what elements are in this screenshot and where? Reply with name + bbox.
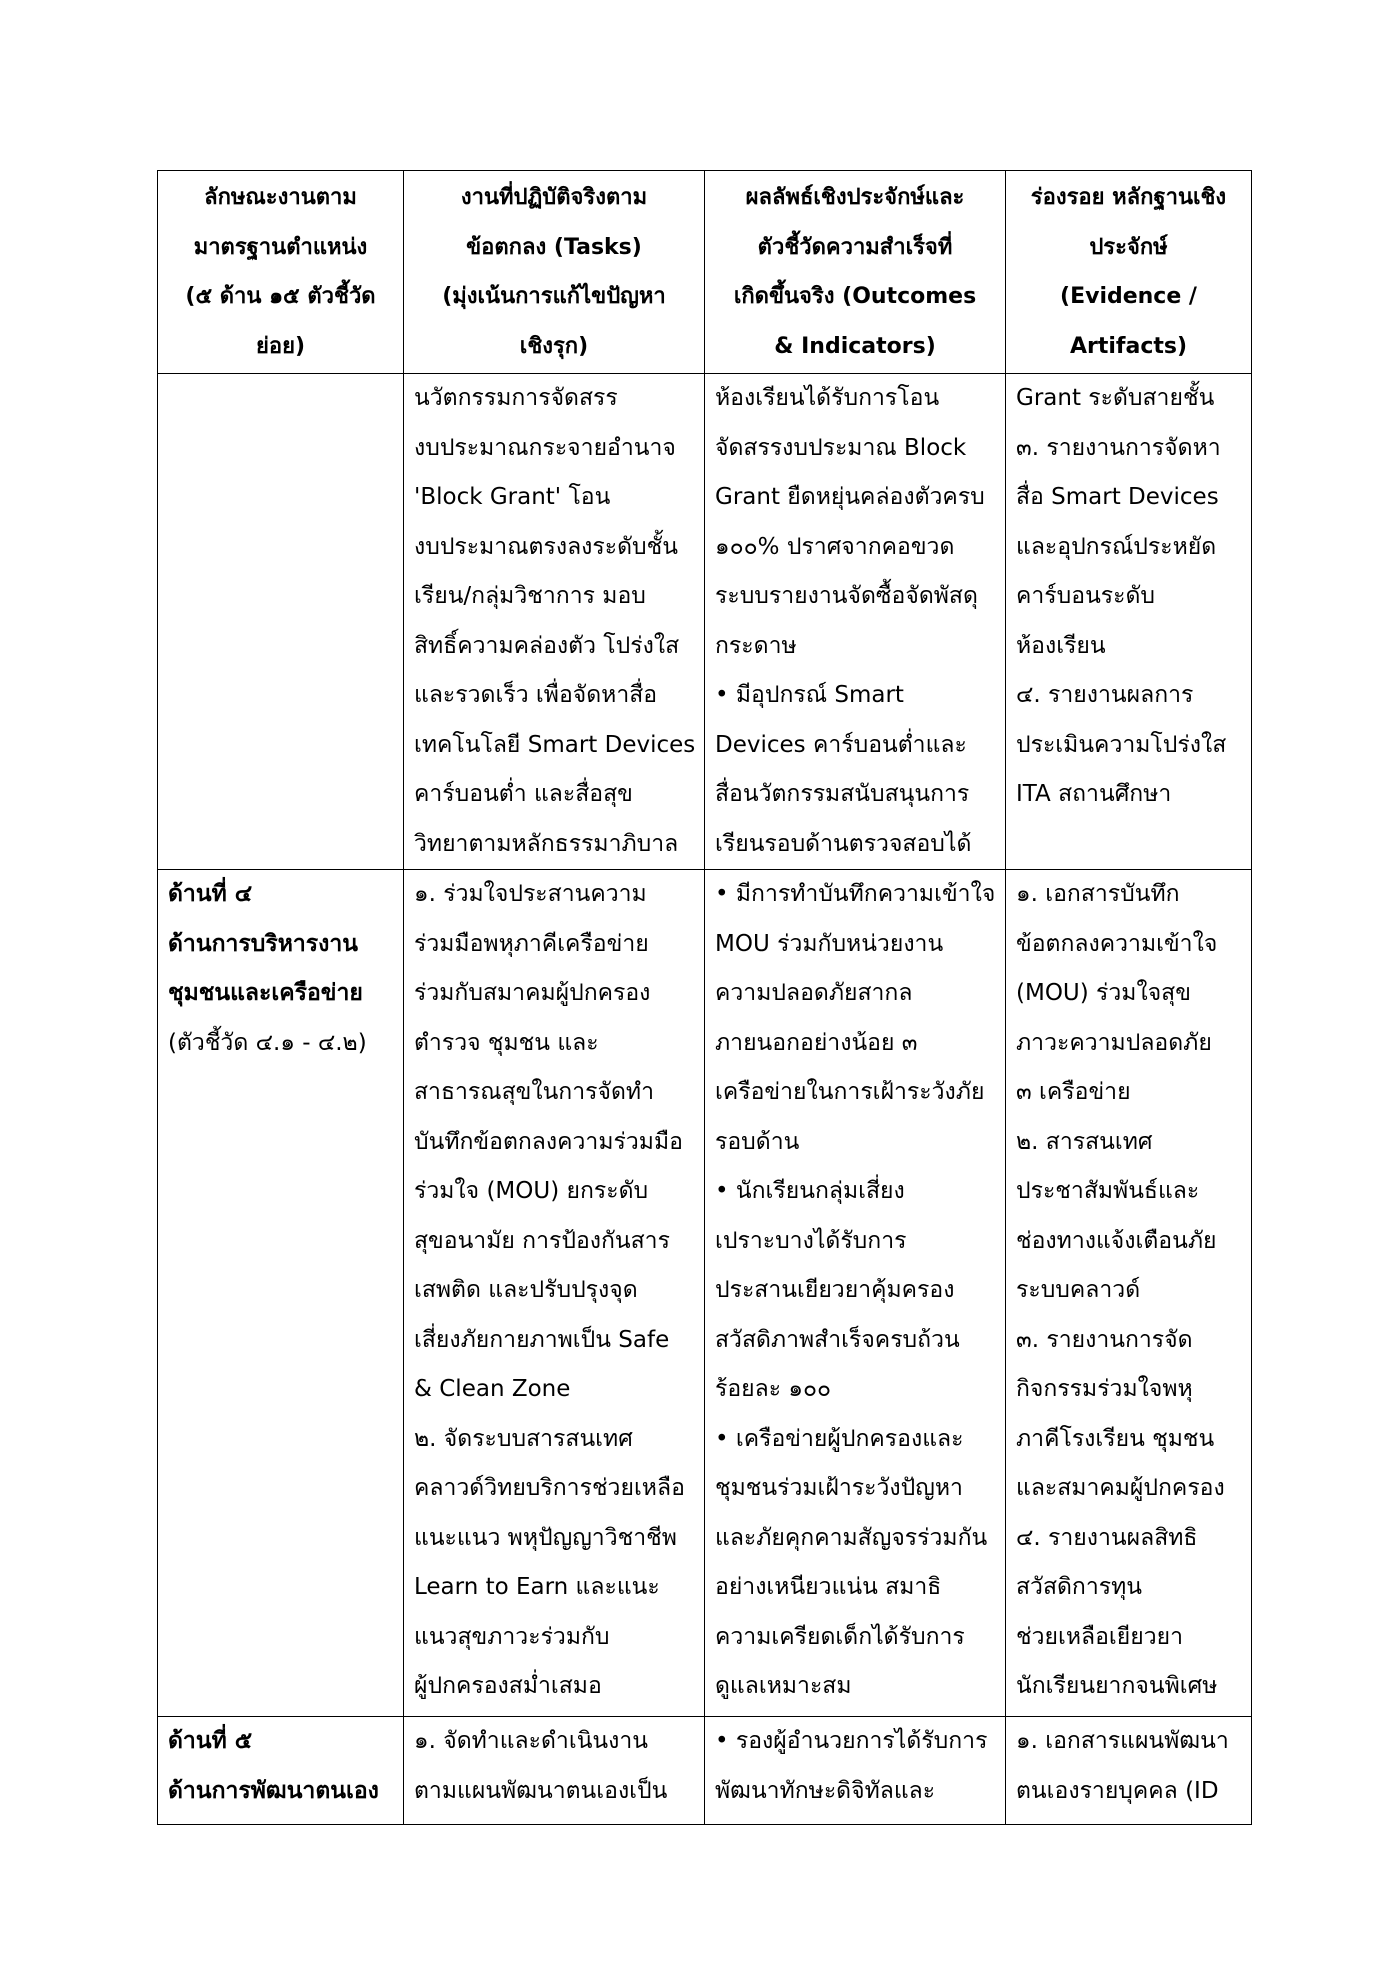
cell-evidence-line: ช่วยเหลือเยียวยา [1016,1623,1184,1650]
cell-tasks-line: ๒. จัดระบบสารสนเทศ [414,1425,633,1452]
cell-tasks-line: สิทธิ์ความคล่องตัว โปร่งใส [414,632,680,659]
cell-evidence-line: ห้องเรียน [1016,632,1106,659]
cell-evidence-line: ประชาสัมพันธ์และ [1016,1178,1200,1204]
header-tasks: งานที่ปฏิบัติจริงตาม ข้อตกลง (Tasks) (มุ่งเน้นการแก้ไขปัญหา เชิงรุก) [404,171,705,374]
cell-tasks-line: คาร์บอนต่ำ และสื่อสุข [414,781,633,807]
cell-tasks-line: สุขอนามัย การป้องกันสาร [414,1227,670,1254]
cell-tasks-line: เสี่ยงภัยกายภาพเป็น Safe [414,1326,670,1353]
cell-evidence-line: กิจกรรมร่วมใจพหุ [1016,1376,1193,1402]
cell-outcomes [705,1717,1006,1825]
domain-heading-line: ด้านที่ ๔ [168,881,253,907]
cell-tasks [404,870,705,1717]
cell-tasks-line: คลาวด์วิทยบริการช่วยเหลือ [414,1475,685,1501]
cell-outcomes-line: • รองผู้อำนวยการได้รับการ [715,1728,988,1754]
domain-heading-line: ด้านการพัฒนาตนเอง [168,1777,379,1804]
cell-outcomes-line: เรียนรอบด้านตรวจสอบได้ [715,830,972,857]
cell-evidence-line: คาร์บอนระดับ [1016,583,1156,609]
cell-evidence-line: ระบบคลาวด์ [1016,1277,1141,1303]
header-outcomes: ผลลัพธ์เชิงประจักษ์และ ตัวชี้วัดความสำเร็จที่ เกิดขึ้นจริง (Outcomes & Indicators) [705,171,1006,374]
cell-outcomes-line: ระบบรายงานจัดซื้อจัดพัสดุ [715,583,978,609]
cell-outcomes-line: ความปลอดภัยสากล [715,980,913,1006]
cell-outcomes-line: ความเครียดเด็กได้รับการ [715,1623,965,1650]
cell-tasks-line: ๑. จัดทำและดำเนินงาน [414,1728,649,1754]
cell-evidence-line: ITA สถานศึกษา [1016,781,1172,807]
cell-evidence-line: ๓ เครือข่าย [1016,1079,1131,1105]
cell-outcomes-line: กระดาษ [715,632,797,659]
cell-outcomes-line: ดูแลเหมาะสม [715,1673,852,1699]
cell-evidence-line: ประเมินความโปร่งใส [1016,731,1227,758]
domain-heading-line: ด้านที่ ๕ [168,1728,253,1754]
cell-evidence-line: ภาวะความปลอดภัย [1016,1029,1212,1056]
cell-outcomes [705,870,1006,1717]
cell-outcomes-line: อย่างเหนียวแน่น สมาธิ [715,1574,942,1600]
cell-outcomes-line: ห้องเรียนได้รับการโอน [715,385,940,411]
cell-outcomes-line: จัดสรรงบประมาณ Block [715,434,967,461]
cell-tasks-line: ร่วมมือพหุภาคีเครือข่าย [414,930,649,957]
cell-tasks-line: ๑. ร่วมใจประสานความ [414,881,647,907]
cell-outcomes-line: เครือข่ายในการเฝ้าระวังภัย [715,1079,985,1105]
cell-tasks-line: เสพติด และปรับปรุงจุด [414,1277,638,1303]
cell-outcomes-line: ๑๐๐% ปราศจากคอขวด [715,533,955,560]
table-body [158,374,1252,1825]
cell-tasks-line: สาธารณสุขในการจัดทำ [414,1079,654,1105]
cell-tasks-line: และรวดเร็ว เพื่อจัดหาสื่อ [414,682,658,708]
cell-tasks-line: & Clean Zone [414,1376,571,1402]
cell-evidence-line: ตนเองรายบุคคล (ID [1016,1777,1219,1804]
cell-tasks-line: นวัตกรรมการจัดสรร [414,385,618,411]
cell-evidence-line: นักเรียนยากจนพิเศษ [1016,1673,1218,1699]
cell-tasks-line: แนะแนว พหุปัญญาวิชาชีพ [414,1524,677,1551]
cell-outcomes-line: สื่อนวัตกรรมสนับสนุนการ [715,781,970,807]
cell-outcomes-line: • มีอุปกรณ์ Smart [715,682,904,708]
cell-outcomes-line: • เครือข่ายผู้ปกครองและ [715,1425,964,1452]
cell-outcomes-line: และภัยคุกคามสัญจรร่วมกัน [715,1524,988,1551]
cell-evidence-line: ๔. รายงานผลการ [1016,682,1194,708]
cell-evidence-line: สวัสดิการทุน [1016,1574,1143,1600]
cell-evidence-line: สื่อ Smart Devices [1016,484,1219,510]
cell-outcomes [705,374,1006,870]
cell-domain [158,1717,404,1825]
domain-indicator-line: (ตัวชี้วัด ๔.๑ - ๔.๒) [168,1029,367,1056]
table-row-domain-5 [158,1717,1252,1825]
cell-evidence-line: ๔. รายงานผลสิทธิ [1016,1524,1198,1551]
cell-evidence-line: (MOU) ร่วมใจสุข [1016,980,1191,1006]
cell-outcomes-line: เปราะบางได้รับการ [715,1227,907,1254]
header-evidence: ร่องรอย หลักฐานเชิง ประจักษ์ (Evidence / Artifacts) [1006,171,1252,374]
cell-tasks-line: ตามแผนพัฒนาตนเองเป็น [414,1777,668,1804]
evaluation-table [157,170,1252,1825]
table-row-domain-4 [158,870,1252,1717]
table-row-continuation [158,374,1252,870]
cell-evidence [1006,374,1252,870]
cell-tasks-line: งบประมาณกระจายอำนาจ [414,434,676,461]
cell-tasks-line: ร่วมใจ (MOU) ยกระดับ [414,1178,649,1204]
cell-outcomes-line: MOU ร่วมกับหน่วยงาน [715,930,944,957]
table-header-row [158,171,1252,374]
cell-tasks-line: งบประมาณตรงลงระดับชั้น [414,533,678,560]
cell-outcomes-line: ประสานเยียวยาคุ้มครอง [715,1277,955,1303]
cell-domain [158,374,404,870]
cell-tasks [404,1717,705,1825]
cell-evidence [1006,870,1252,1717]
cell-outcomes-line: ร้อยละ ๑๐๐ [715,1376,832,1402]
cell-outcomes-line: ภายนอกอย่างน้อย ๓ [715,1029,918,1056]
cell-evidence-line: ๑. เอกสารบันทึก [1016,881,1180,907]
cell-outcomes-line: Devices คาร์บอนต่ำและ [715,731,967,758]
cell-tasks-line: แนวสุขภาวะร่วมกับ [414,1623,610,1650]
cell-tasks-line: บันทึกข้อตกลงความร่วมมือ [414,1128,683,1155]
cell-evidence-line: ภาคีโรงเรียน ชุมชน [1016,1425,1215,1452]
cell-evidence-line: Grant ระดับสายชั้น [1016,385,1215,411]
cell-evidence-line: ข้อตกลงความเข้าใจ [1016,930,1218,957]
cell-outcomes-line: • นักเรียนกลุ่มเสี่ยง [715,1178,905,1204]
domain-heading-line: ด้านการบริหารงาน [168,930,359,957]
cell-tasks-line: ตำรวจ ชุมชน และ [414,1029,599,1056]
cell-domain [158,870,404,1717]
cell-tasks-line: 'Block Grant' โอน [414,484,611,510]
cell-evidence-line: ช่องทางแจ้งเตือนภัย [1016,1227,1217,1254]
header-job-characteristics: ลักษณะงานตาม มาตรฐานตำแหน่ง (๕ ด้าน ๑๕ ตัวชี้วัด ย่อย) [158,171,404,374]
cell-evidence-line: ๓. รายงานการจัดหา [1016,434,1221,461]
cell-evidence [1006,1717,1252,1825]
cell-outcomes-line: ชุมชนร่วมเฝ้าระวังปัญหา [715,1475,963,1501]
cell-evidence-line: ๒. สารสนเทศ [1016,1128,1153,1155]
cell-evidence-line: และอุปกรณ์ประหยัด [1016,533,1217,560]
cell-evidence-line: ๓. รายงานการจัด [1016,1326,1193,1353]
cell-outcomes-line: พัฒนาทักษะดิจิทัลและ [715,1777,936,1804]
cell-tasks-line: เรียน/กลุ่มวิชาการ มอบ [414,583,646,609]
cell-tasks-line: ร่วมกับสมาคมผู้ปกครอง [414,980,651,1006]
cell-outcomes-line: สวัสดิภาพสำเร็จครบถ้วน [715,1326,960,1353]
cell-tasks-line: Learn to Earn และแนะ [414,1574,660,1600]
cell-outcomes-line: รอบด้าน [715,1128,800,1155]
cell-outcomes-line: • มีการทำบันทึกความเข้าใจ [715,881,996,907]
cell-evidence-line: และสมาคมผู้ปกครอง [1016,1475,1225,1501]
cell-evidence-line: ๑. เอกสารแผนพัฒนา [1016,1728,1229,1754]
cell-outcomes-line: Grant ยืดหยุ่นคล่องตัวครบ [715,484,985,510]
cell-tasks-line: วิทยาตามหลักธรรมาภิบาล [414,830,679,857]
cell-tasks-line: เทคโนโลยี Smart Devices [414,731,696,758]
cell-tasks [404,374,705,870]
domain-heading-line: ชุมชนและเครือข่าย [168,980,363,1006]
cell-tasks-line: ผู้ปกครองสม่ำเสมอ [414,1673,602,1699]
